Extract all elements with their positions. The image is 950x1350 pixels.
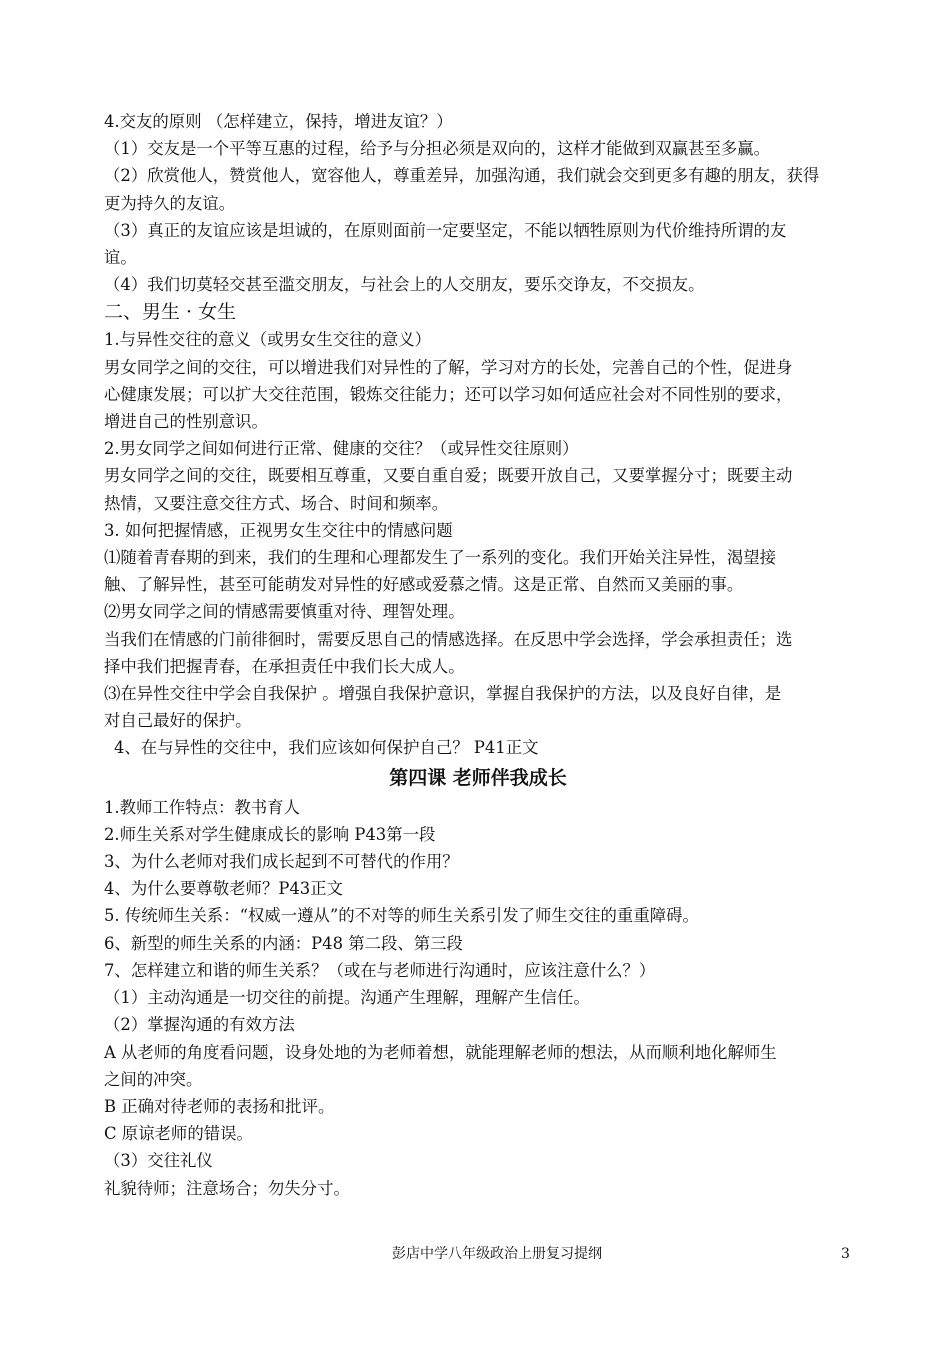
text-line: 2.男女同学之间如何进行正常、健康的交往？（或异性交往原则） xyxy=(104,439,579,459)
text-line: 5. 传统师生关系：“权威一遵从”的不对等的师生关系引发了师生交往的重重障碍。 xyxy=(104,906,699,926)
lesson-title: 第四课 老师伴我成长 xyxy=(389,766,567,789)
text-line: 礼貌待师；注意场合；勿失分寸。 xyxy=(104,1178,350,1198)
text-line: 1.教师工作特点：教书育人 xyxy=(104,797,300,817)
text-line: 6、新型的师生关系的内涵：P48 第二段、第三段 xyxy=(104,933,463,953)
text-line: ⑴随着青春期的到来，我们的生理和心理都发生了一系列的变化。我们开始关注异性，渴望接 xyxy=(104,548,777,568)
text-line: 热情，又要注意交往方式、场合、时间和频率。 xyxy=(104,493,449,513)
text-line: 1.与异性交往的意义（或男女生交往的意义） xyxy=(104,330,432,350)
text-line: 7、怎样建立和谐的师生关系？（或在与老师进行沟通时，应该注意什么？） xyxy=(104,960,656,980)
text-line: A 从老师的角度看问题，设身处地的为老师着想，就能理解老师的想法，从而顺利地化解师生 xyxy=(104,1042,777,1062)
text-line: B 正确对待老师的表扬和批评。 xyxy=(104,1096,335,1116)
text-line: （3）真正的友谊应该是坦诚的，在原则面前一定要坚定，不能以牺牲原则为代价维持所谓的友 xyxy=(104,220,787,240)
footer-title: 彭店中学八年级政治上册复习提纲 xyxy=(392,1246,602,1262)
text-line: C 原谅老师的错误。 xyxy=(104,1124,253,1144)
page-number: 3 xyxy=(841,1246,850,1262)
text-line: 男女同学之间的交往，既要相互尊重，又要自重自爱；既要开放自己，又要掌握分寸；既要主动 xyxy=(104,466,793,486)
text-line: 当我们在情感的门前徘徊时，需要反思自己的情感选择。在反思中学会选择，学会承担责任；选 xyxy=(104,629,793,649)
text-line: 谊。 xyxy=(104,248,137,268)
text-line: 之间的冲突。 xyxy=(104,1069,203,1089)
text-line: 4、为什么要尊敬老师？P43正文 xyxy=(104,879,343,899)
text-line: ⑵男女同学之间的情感需要慎重对待、理智处理。 xyxy=(104,602,465,622)
text-line: 3、为什么老师对我们成长起到不可替代的作用？ xyxy=(104,852,459,872)
text-line: （1）交友是一个平等互惠的过程，给予与分担必须是双向的，这样才能做到双赢甚至多赢。 xyxy=(104,139,771,159)
text-line: 2.师生关系对学生健康成长的影响 P43第一段 xyxy=(104,824,436,844)
text-line: （4）我们切莫轻交甚至滥交朋友，与社会上的人交朋友，要乐交诤友，不交损友。 xyxy=(104,275,705,295)
section-heading: 二、男生 · 女生 xyxy=(104,301,237,324)
text-line: （3）交往礼仪 xyxy=(104,1151,213,1171)
text-line: 男女同学之间的交往，可以增进我们对异性的了解，学习对方的长处，完善自己的个性，促进身 xyxy=(104,357,793,377)
text-line: （2）掌握沟通的有效方法 xyxy=(104,1015,295,1035)
text-line: 4、在与异性的交往中，我们应该如何保护自己？ P41正文 xyxy=(114,738,539,758)
text-line: 4.交友的原则 （怎样建立，保持，增进友谊？） xyxy=(104,112,453,131)
text-line: 更为持久的友谊。 xyxy=(104,193,236,213)
text-line: （2）欣赏他人，赞赏他人，宽容他人，尊重差异，加强沟通，我们就会交到更多有趣的朋友，获得 xyxy=(104,166,820,186)
text-line: （1）主动沟通是一切交往的前提。沟通产生理解，理解产生信任。 xyxy=(104,988,590,1008)
text-line: 3. 如何把握情感，正视男女生交往中的情感问题 xyxy=(104,520,453,540)
text-line: 增进自己的性别意识。 xyxy=(104,412,268,432)
document-body xyxy=(104,108,852,1202)
text-line: 择中我们把握青春，在承担责任中我们长大成人。 xyxy=(104,656,465,676)
text-line: ⑶在异性交往中学会自我保护 。增强自我保护意识，掌握自我保护的方法，以及良好自律，是 xyxy=(104,684,782,704)
text-line: 对自己最好的保护。 xyxy=(104,711,252,731)
text-line: 心健康发展；可以扩大交往范围，锻炼交往能力；还可以学习如何适应社会对不同性别的要求， xyxy=(104,384,793,404)
text-line: 触、了解异性，甚至可能萌发对异性的好感或爱慕之情。这是正常、自然而又美丽的事。 xyxy=(104,575,744,595)
